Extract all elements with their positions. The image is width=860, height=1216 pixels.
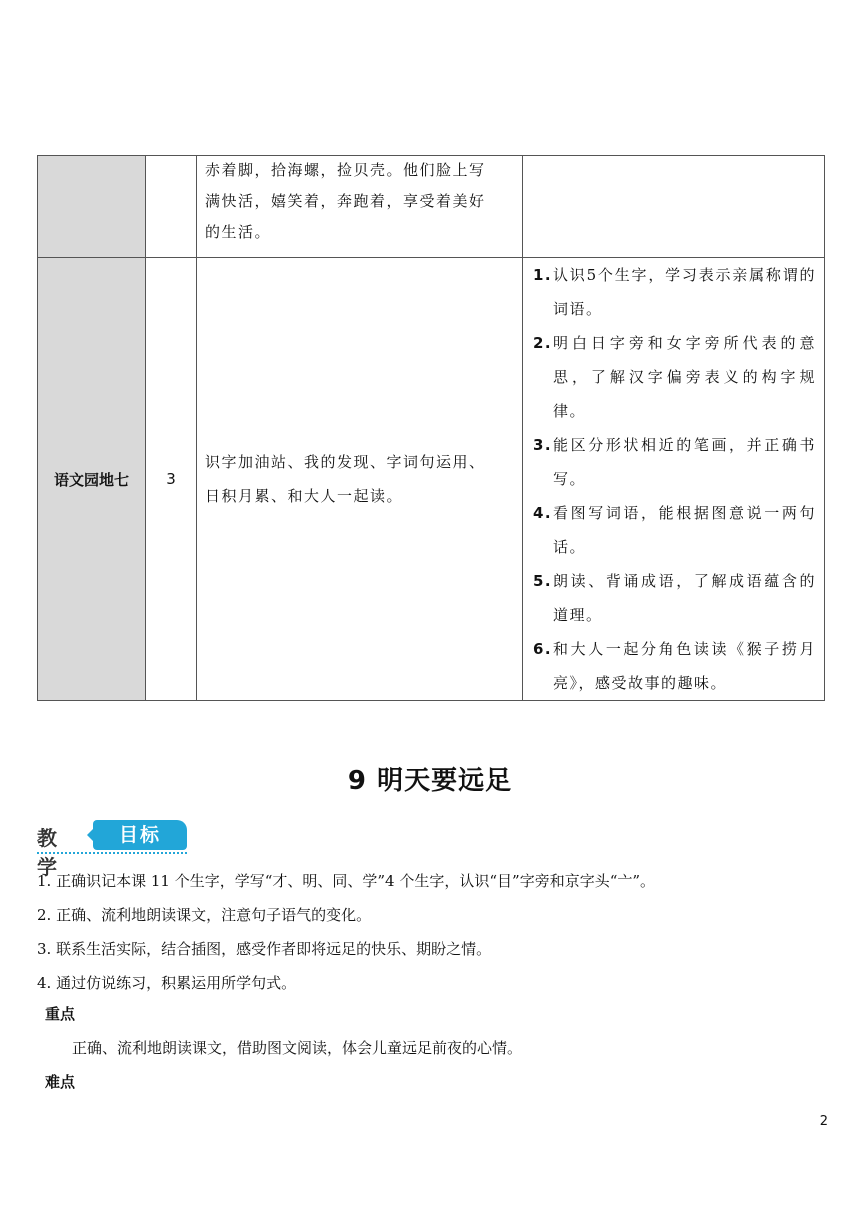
content-line: 识字加油站、我的发现、字词句运用、 — [205, 453, 486, 471]
objectives-heading-part1: 教学 — [37, 826, 58, 879]
objectives-heading-part2: 目标 — [93, 820, 187, 850]
list-item: 2. 正确、流利地朗读课文，注意句子语气的变化。 — [37, 906, 372, 924]
key-point-label: 重点 — [45, 1005, 76, 1023]
content-cell — [197, 156, 523, 258]
hours-cell — [146, 156, 197, 258]
unit-label-cell — [38, 156, 146, 258]
list-item: 3. 能区分形状相近的笔画，并正确书写。 — [533, 436, 816, 488]
key-point-text: 正确、流利地朗读课文，借助图文阅读，体会儿童远足前夜的心情。 — [72, 1039, 523, 1057]
heading-underline — [37, 852, 187, 854]
content-cell — [197, 258, 523, 701]
objectives-list — [37, 864, 827, 1000]
content-line: 满快活，嬉笑着，奔跑着，享受着美好 — [205, 192, 486, 210]
list-item: 1. 正确识记本课 11 个生字，学写“才、明、同、学”4 个生字，认识“目”字旁和京字头“亠”。 — [37, 872, 656, 890]
schedule-table — [37, 155, 825, 701]
table-row — [38, 156, 825, 258]
list-item: 6. 和大人一起分角色读读《猴子捞月亮》，感受故事的趣味。 — [533, 640, 816, 692]
table-row — [38, 258, 825, 701]
lesson-title: 9 明天要远足 — [347, 766, 513, 796]
content-line: 日积月累、和大人一起读。 — [205, 487, 404, 505]
goals-cell — [523, 156, 825, 258]
difficulty-label: 难点 — [45, 1073, 76, 1091]
list-item: 2. 明白日字旁和女字旁所代表的意思，了解汉字偏旁表义的构字规律。 — [533, 334, 816, 420]
content-line: 赤着脚，拾海螺，捡贝壳。他们脸上写 — [205, 161, 486, 179]
list-item: 4. 通过仿说练习，积累运用所学句式。 — [37, 974, 297, 992]
goals-cell — [523, 258, 825, 701]
page-number: 2 — [819, 1114, 828, 1129]
content-line: 的生活。 — [205, 223, 272, 241]
list-item: 3. 联系生活实际，结合插图，感受作者即将远足的快乐、期盼之情。 — [37, 940, 492, 958]
hours-cell: 3 — [146, 258, 197, 701]
list-item: 5. 朗读、背诵成语，了解成语蕴含的道理。 — [533, 572, 816, 624]
list-item: 4. 看图写词语，能根据图意说一两句话。 — [533, 504, 816, 556]
list-item: 1. 认识5个生字，学习表示亲属称谓的词语。 — [533, 266, 816, 318]
unit-label-cell: 语文园地七 — [38, 258, 146, 701]
goals-list — [523, 258, 824, 700]
